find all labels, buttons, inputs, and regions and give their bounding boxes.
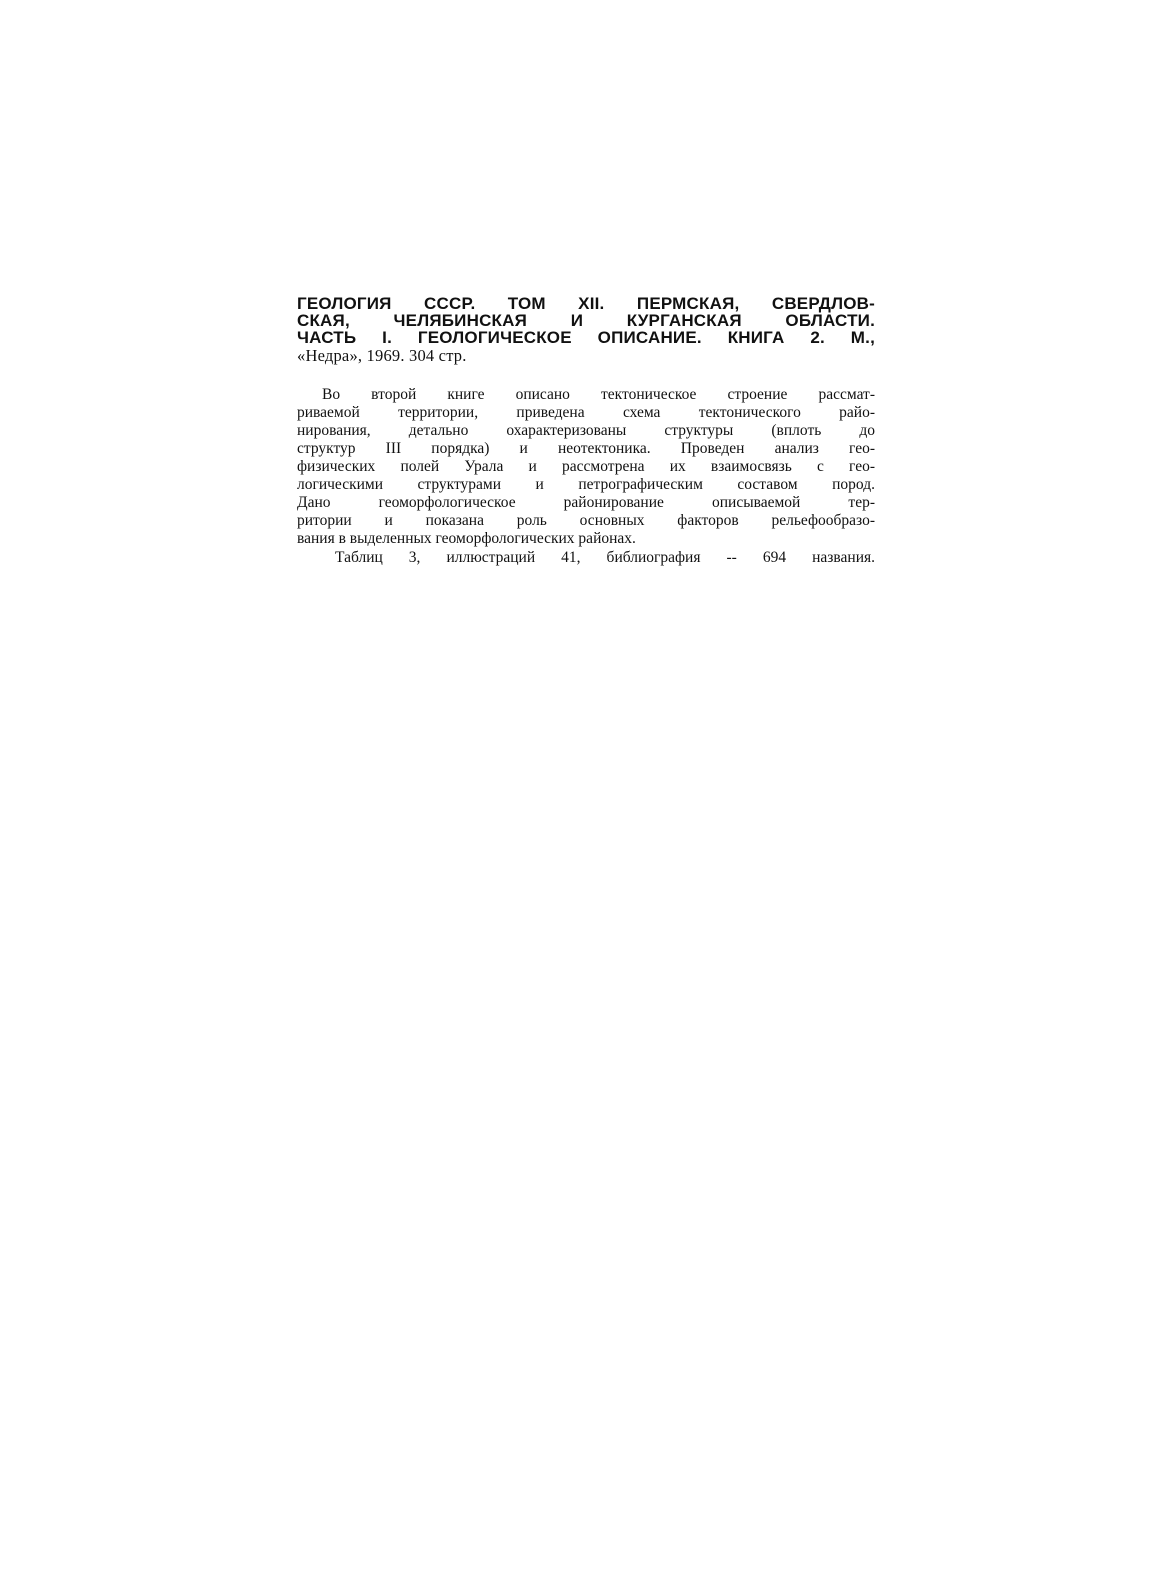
abstract-line: ритории и показана роль основных факторов рельефообразо- bbox=[297, 512, 875, 529]
abstract-summary: Таблиц 3, иллюстраций 41, библиография -- 694 названия. bbox=[335, 549, 875, 566]
abstract-line: вания в выделенных геоморфологических районах. bbox=[297, 530, 636, 547]
abstract-line: нирования, детально охарактеризованы структуры (вплоть до bbox=[297, 422, 875, 439]
abstract-line: Дано геоморфологическое районирование описываемой тер- bbox=[297, 494, 875, 511]
abstract-line: Во второй книге описано тектоническое строение рассмат- bbox=[322, 386, 875, 403]
abstract-line: логическими структурами и петрографическим составом пород. bbox=[297, 476, 875, 493]
abstract-line: физических полей Урала и рассмотрена их взаимосвязь с гео- bbox=[297, 458, 875, 475]
citation-header bbox=[297, 295, 875, 364]
abstract-paragraph bbox=[297, 386, 875, 567]
bibliographic-block bbox=[297, 295, 875, 567]
abstract-line: структур III порядка) и неотектоника. Проведен анализ гео- bbox=[297, 440, 875, 457]
citation-line: ЧАСТЬ I. ГЕОЛОГИЧЕСКОЕ ОПИСАНИЕ. КНИГА 2. М., bbox=[297, 328, 875, 347]
citation-publisher-line: «Недра», 1969. 304 стр. bbox=[297, 346, 467, 365]
citation-line: СКАЯ, ЧЕЛЯБИНСКАЯ И КУРГАНСКАЯ ОБЛАСТИ. bbox=[297, 311, 875, 330]
citation-line: ГЕОЛОГИЯ СССР. ТОМ XII. ПЕРМСКАЯ, СВЕРДЛОВ- bbox=[297, 294, 875, 313]
abstract-line: риваемой территории, приведена схема тектонического райо- bbox=[297, 404, 875, 421]
